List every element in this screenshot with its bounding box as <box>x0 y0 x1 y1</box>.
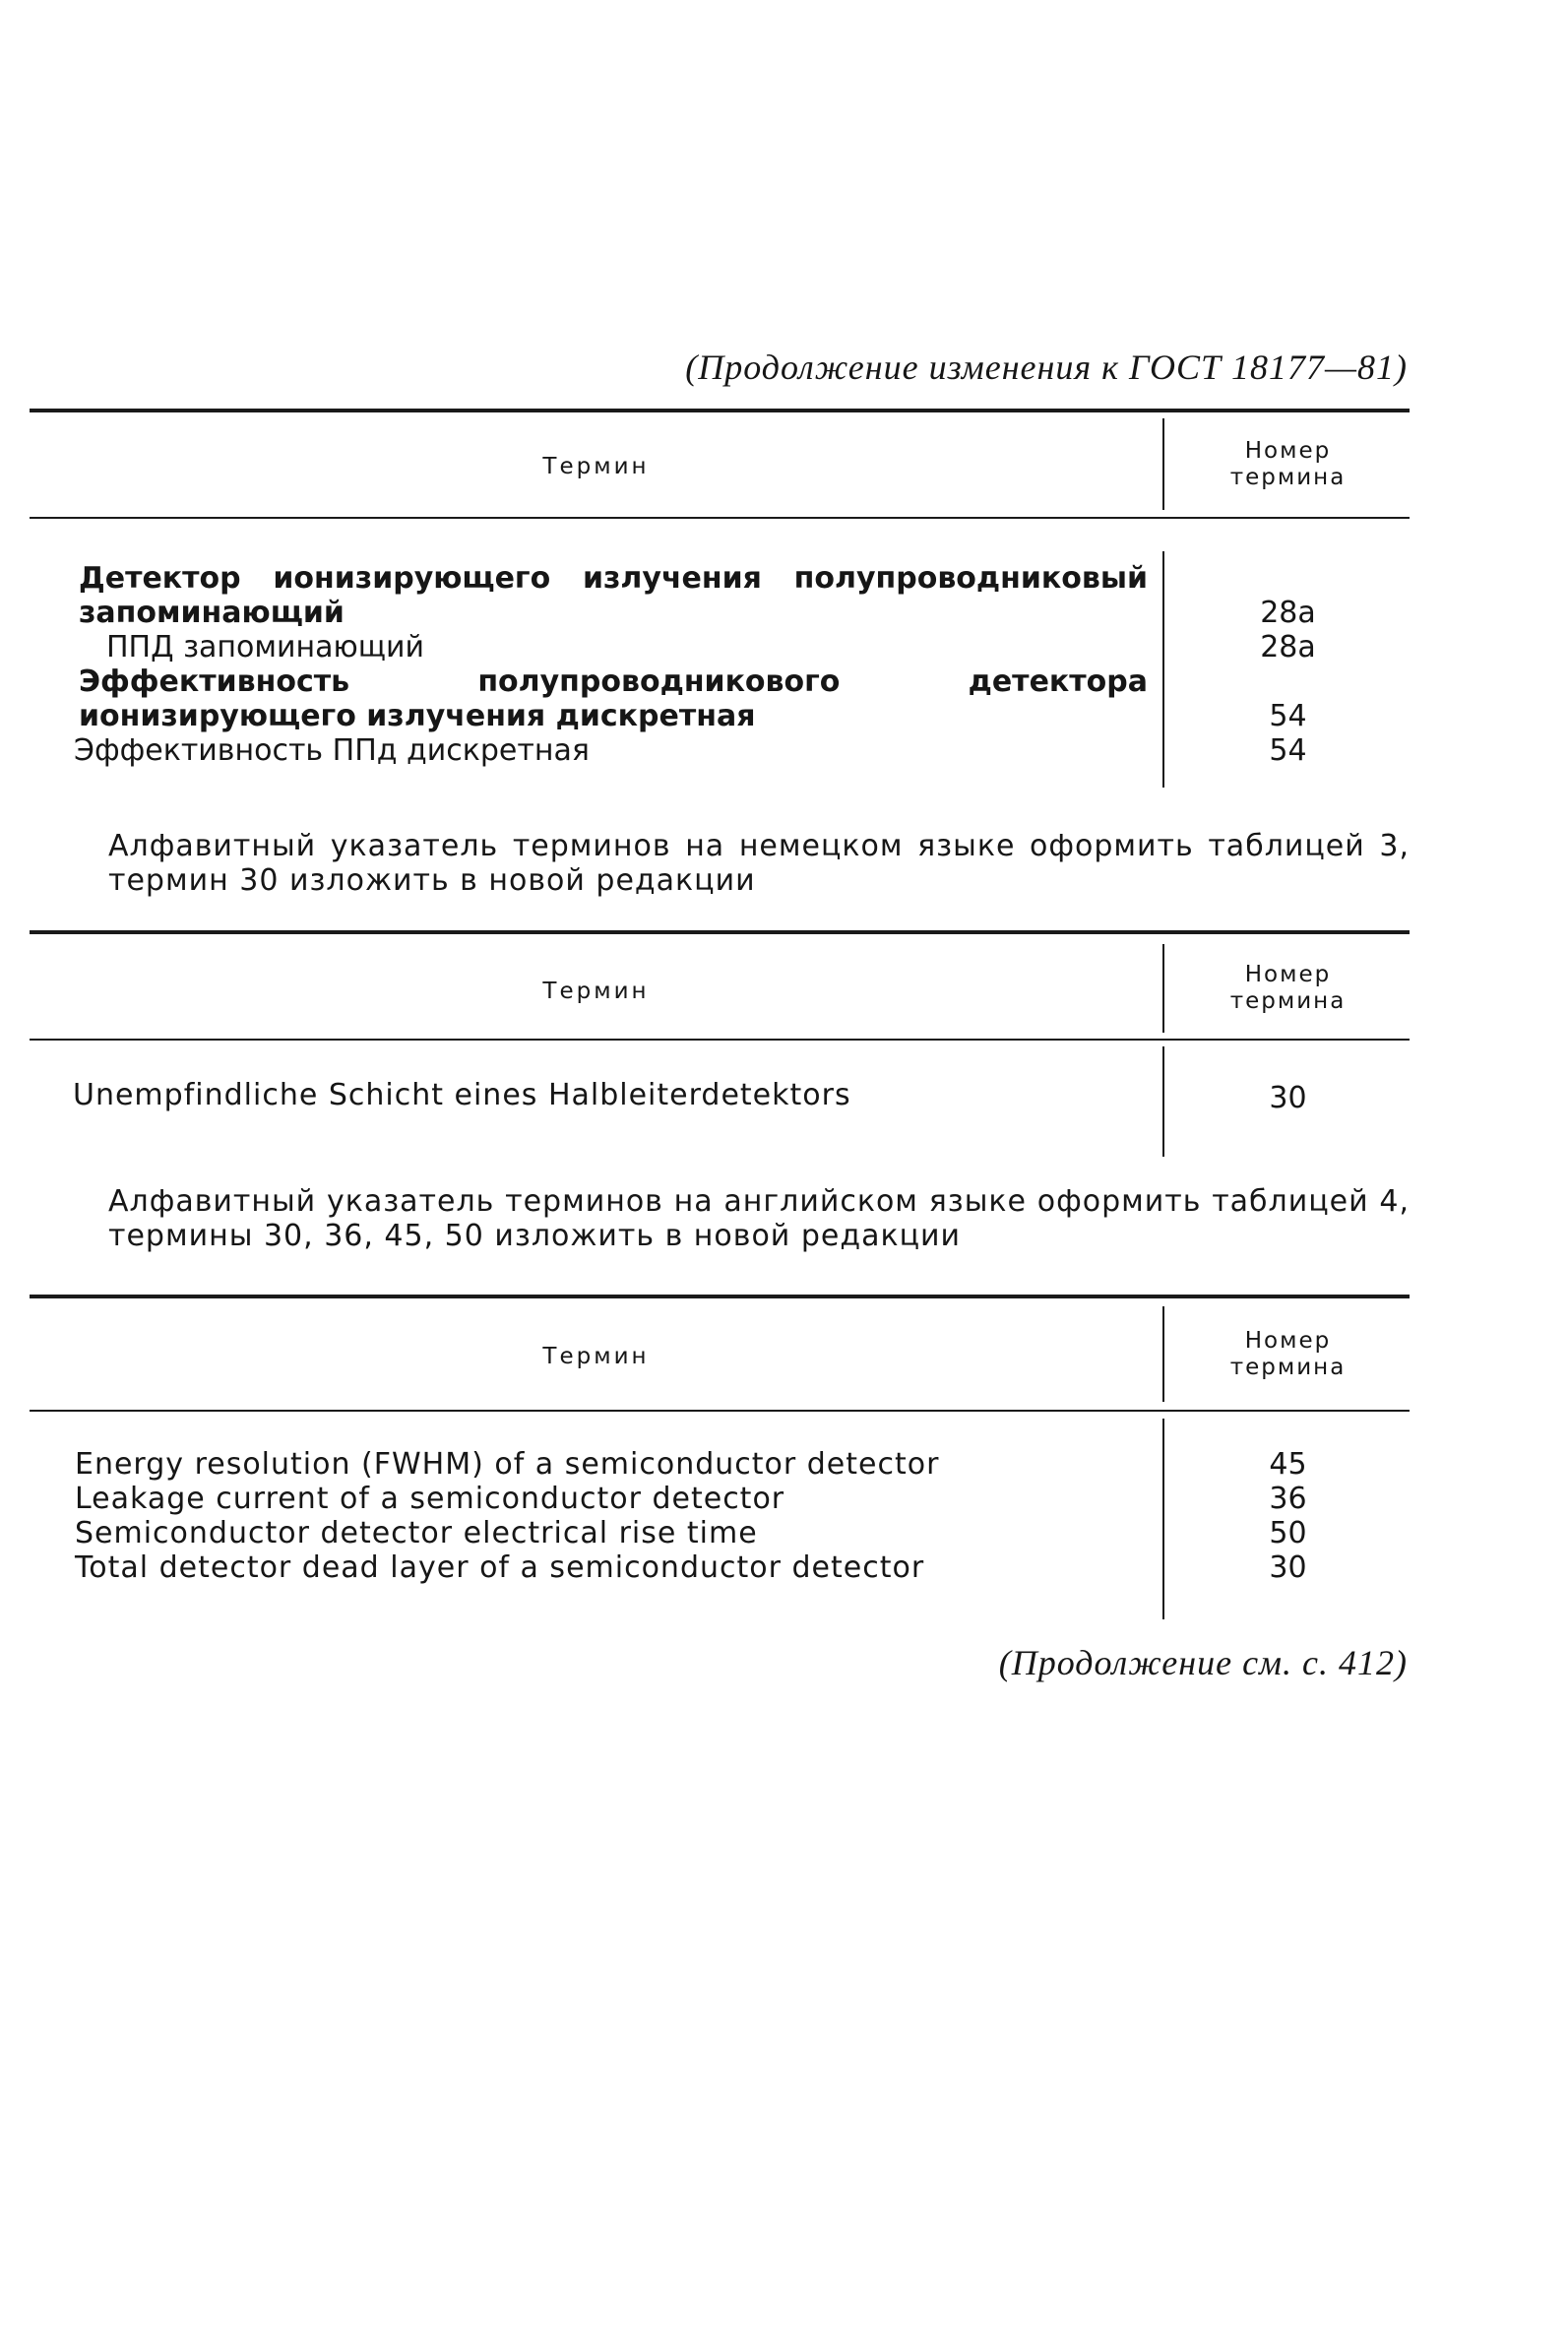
column-header-number <box>1166 438 1410 491</box>
term-cell: Детектор ионизирующего излучения полупроводниковый запоминающий <box>79 561 1148 630</box>
instruction-paragraph-1 <box>108 829 1410 898</box>
paragraph-line: термин 30 изложить в новой редакции <box>108 863 756 898</box>
column-header-number <box>1166 962 1410 1015</box>
column-header-number-line2: термина <box>1229 988 1347 1014</box>
table-row <box>30 1550 1410 1585</box>
header-rule <box>30 1410 1410 1412</box>
table-row <box>30 1447 1410 1482</box>
column-header-number-line1: Номер <box>1244 962 1332 987</box>
term-cell: ППД запоминающий <box>106 630 425 664</box>
number-cell: 36 <box>1269 1482 1307 1516</box>
column-header-term: Термин <box>542 979 650 1004</box>
column-header-term: Термин <box>542 1344 650 1369</box>
table-body <box>30 1447 1410 1585</box>
column-header-term: Термин <box>542 454 650 479</box>
table-row <box>30 1076 1410 1115</box>
term-cell: Semiconductor detector electrical rise time <box>75 1516 758 1550</box>
table-body <box>30 1076 1410 1115</box>
table-row <box>30 1482 1410 1516</box>
paragraph-line: Алфавитный указатель терминов на английском языке оформить таблицей 4, <box>108 1184 1410 1219</box>
column-header-number-line2: термина <box>1229 465 1347 490</box>
column-header-number-line1: Номер <box>1244 438 1332 464</box>
table-row <box>30 630 1410 664</box>
term-cell: Energy resolution (FWHM) of a semiconductor detector <box>75 1447 940 1482</box>
number-cell: 30 <box>1269 1550 1307 1585</box>
table-top-rule <box>30 1295 1410 1298</box>
number-cell: 28а <box>1260 630 1316 664</box>
terms-table-2 <box>30 930 1410 1157</box>
column-divider <box>1162 1306 1164 1402</box>
table-row <box>30 664 1410 733</box>
table-row <box>30 561 1410 630</box>
header-rule <box>30 1039 1410 1041</box>
number-cell: 28а <box>1260 596 1316 630</box>
instruction-paragraph-2 <box>108 1184 1410 1253</box>
term-cell: Эффективность ППд дискретная <box>74 733 590 768</box>
table-body <box>30 561 1410 768</box>
column-divider <box>1162 944 1164 1033</box>
table-top-rule <box>30 930 1410 934</box>
number-cell: 45 <box>1269 1447 1307 1482</box>
column-header-number <box>1166 1328 1410 1381</box>
term-cell: Эффективность полупроводникового детектора ионизирующего излучения дискретная <box>79 664 1148 733</box>
column-header-number-line1: Номер <box>1244 1328 1332 1354</box>
number-cell: 30 <box>1269 1081 1307 1115</box>
table-row <box>30 1516 1410 1550</box>
number-cell: 54 <box>1269 733 1307 768</box>
terms-table-3 <box>30 1295 1410 1619</box>
term-cell: Unempfindliche Schicht eines Halbleiterdetektors <box>73 1078 851 1112</box>
page-header: (Продолжение изменения к ГОСТ 18177—81) <box>685 348 1408 387</box>
header-rule <box>30 517 1410 519</box>
paragraph-line: термины 30, 36, 45, 50 изложить в новой редакции <box>108 1219 961 1253</box>
table-row <box>30 733 1410 768</box>
term-cell: Leakage current of a semiconductor detector <box>75 1482 785 1516</box>
page-footer: (Продолжение см. с. 412) <box>998 1643 1408 1682</box>
terms-table-1 <box>30 409 1410 788</box>
term-cell: Total detector dead layer of a semiconductor detector <box>75 1550 925 1585</box>
column-header-number-line2: термина <box>1229 1355 1347 1380</box>
number-cell: 50 <box>1269 1516 1307 1550</box>
column-divider <box>1162 418 1164 510</box>
number-cell: 54 <box>1269 699 1307 733</box>
paragraph-line: Алфавитный указатель терминов на немецком языке оформить таблицей 3, <box>108 829 1410 863</box>
table-top-rule <box>30 409 1410 412</box>
